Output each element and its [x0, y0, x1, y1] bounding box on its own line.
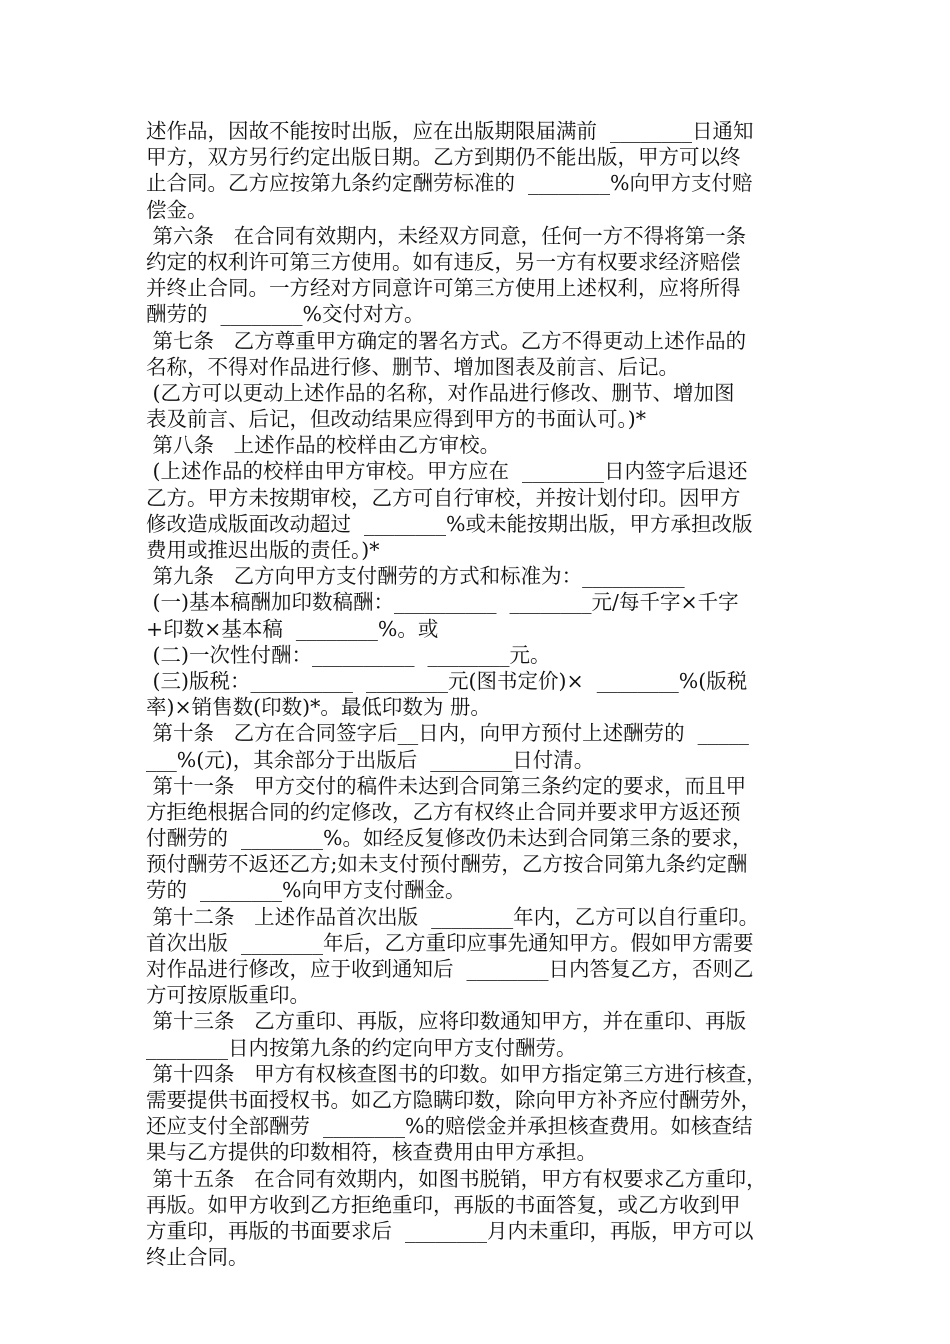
article-15-heading-line: 第十五条 在合同有效期内，如图书脱销，甲方有权要求乙方重印，	[146, 1166, 767, 1191]
text-line: (一)基本稿酬加印数稿酬：__________ ________元/每千字×千字	[146, 590, 739, 615]
text-line: 还应支付全部酬劳 ________%的赔偿金并承担核查费用。如核查结	[146, 1114, 753, 1139]
text-line: 劳的 ________%向甲方支付酬金。	[146, 878, 466, 903]
text-line: 需要提供书面授权书。如乙方隐瞒印数，除向甲方补齐应付酬劳外，	[146, 1087, 761, 1112]
text-line: 方重印，再版的书面要求后 ________月内未重印，再版，甲方可以	[146, 1218, 754, 1243]
text-line: 对作品进行修改，应于收到通知后 ________日内答复乙方，否则乙	[146, 957, 754, 981]
text-line: 乙方。甲方未按期审校，乙方可自行审校，并按计划付印。因甲方	[146, 485, 741, 510]
article-6-heading-line: 第六条 在合同有效期内，未经双方同意，任何一方不得将第一条	[146, 223, 747, 248]
article-13-heading-line: 第十三条 乙方重印、再版，应将印数通知甲方，并在重印、再版	[146, 1009, 747, 1034]
text-line: 止合同。乙方应按第九条约定酬劳标准的 ________%向甲方支付赔	[146, 171, 753, 196]
article-14-heading-line: 第十四条 甲方有权核查图书的印数。如甲方指定第三方进行核查，	[146, 1061, 767, 1086]
document-page	[146, 118, 818, 1270]
text-line: 果与乙方提供的印数相符，核查费用由甲方承担。	[146, 1140, 597, 1165]
text-line: (乙方可以更动上述作品的名称，对作品进行修改、删节、增加图	[146, 380, 735, 405]
text-line: 方拒绝根据合同的约定修改，乙方有权终止合同并要求甲方返还预	[146, 799, 741, 824]
text-line: 述作品，因故不能按时出版，应在出版期限届满前 ________日通知	[146, 119, 754, 143]
text-line: 首次出版 ________年后，乙方重印应事先通知甲方。假如甲方需要	[146, 930, 754, 955]
text-line: +印数×基本稿 ________%。或	[146, 616, 439, 641]
text-line: 率)×销售数(印数)*。最低印数为 册。	[146, 695, 491, 720]
text-line: 修改造成版面改动超过 ________%或未能按期出版，甲方承担改版	[146, 511, 753, 536]
text-line: ___%(元)，其余部分于出版后 ________日付清。	[146, 747, 595, 772]
article-11-heading-line: 第十一条 甲方交付的稿件未达到合同第三条约定的要求，而且甲	[146, 773, 747, 798]
text-line: 名称，不得对作品进行修、删节、增加图表及前言、后记。	[146, 354, 679, 379]
text-line: 偿金。	[146, 197, 208, 222]
text-line: (上述作品的校样由甲方审校。甲方应在 ________日内签字后退还	[146, 459, 748, 484]
article-10-heading-line: 第十条 乙方在合同签字后__日内，向甲方预付上述酬劳的 _____	[146, 721, 749, 746]
text-line: 约定的权利许可第三方使用。如有违反，另一方有权要求经济赔偿	[146, 249, 741, 274]
text-line: 费用或推迟出版的责任。)*	[146, 538, 380, 562]
text-line: 表及前言、后记，但改动结果应得到甲方的书面认可。)*	[146, 407, 646, 432]
text-line: 方可按原版重印。	[146, 983, 310, 1008]
text-line: ________日内按第九条的约定向甲方支付酬劳。	[146, 1035, 577, 1060]
text-line: (三)版税：__________ ________元(图书定价)× ________%(版税	[146, 668, 748, 693]
text-line: 并终止合同。一方经对方同意许可第三方使用上述权利，应将所得	[146, 276, 741, 301]
text-line: 甲方，双方另行约定出版日期。乙方到期仍不能出版，甲方可以终	[146, 145, 741, 170]
article-12-heading-line: 第十二条 上述作品首次出版 ________年内，乙方可以自行重印。	[146, 904, 760, 929]
article-8-heading-line: 第八条 上述作品的校样由乙方审校。	[146, 433, 501, 458]
text-line: 再版。如甲方收到乙方拒绝重印，再版的书面答复，或乙方收到甲	[146, 1192, 741, 1217]
text-line: (二)一次性付酬：__________ ________元。	[146, 642, 551, 667]
text-line: 终止合同。	[146, 1245, 249, 1270]
article-7-heading-line: 第七条 乙方尊重甲方确定的署名方式。乙方不得更动上述作品的	[146, 328, 747, 353]
text-line: 酬劳的 ________%交付对方。	[146, 302, 425, 327]
text-line: 预付酬劳不返还乙方;如未支付预付酬劳，乙方按合同第九条约定酬	[146, 852, 748, 877]
text-line: 付酬劳的 ________%。如经反复修改仍未达到合同第三条的要求，	[146, 826, 753, 851]
article-9-heading-line: 第九条 乙方向甲方支付酬劳的方式和标准为：__________	[146, 564, 685, 589]
